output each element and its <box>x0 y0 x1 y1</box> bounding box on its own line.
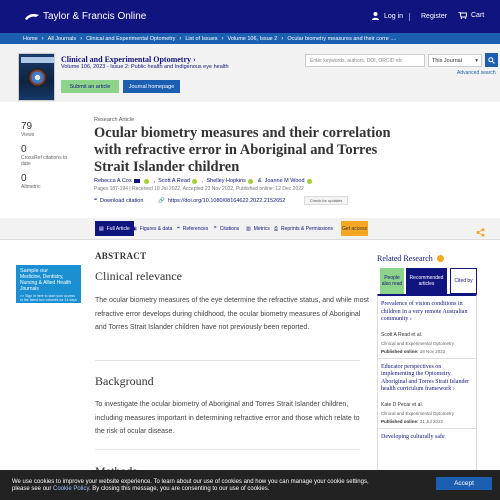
register-link[interactable]: Register <box>421 13 448 20</box>
tab-full-article[interactable] <box>95 221 134 236</box>
metric-value: 0 <box>21 173 27 184</box>
metric-label: Views <box>21 132 35 138</box>
cookie-policy-link[interactable]: Cookie Policy <box>53 486 89 492</box>
promo-line-2: Medicine, Dentistry, Nursing & Allied Health Journals <box>20 274 72 292</box>
article-metrics <box>21 121 69 196</box>
list-item <box>378 359 476 429</box>
download-citation-link[interactable] <box>94 198 143 204</box>
breadcrumb <box>0 33 500 44</box>
chevron-right-icon: › <box>193 55 196 64</box>
related-article-link[interactable] <box>381 301 473 324</box>
quote-icon: ❝ <box>94 198 97 204</box>
search-scope-value: This Journal <box>432 57 462 64</box>
header-divider <box>409 13 410 21</box>
metric-value: 0 <box>21 144 27 155</box>
citations-icon: ❞ <box>214 225 217 232</box>
download-citation-label: Download citation <box>99 198 144 204</box>
tab-label: Reprints & Permissions <box>281 225 333 232</box>
metric-value: 79 <box>21 121 33 132</box>
publication-history: Pages 187-194 | Received 18 Jul 2022, Accepted 23 Nov 2022, Published online: 12 Dec 2022 <box>94 186 304 192</box>
promo-line-1: Sample our <box>20 268 49 274</box>
author-link[interactable]: Scott A Read <box>158 178 190 184</box>
published-date: 31 Jul 2022 <box>419 418 444 424</box>
related-article-journal: Clinical and Experimental Optometry <box>381 410 455 416</box>
published-label: Published online: <box>381 418 419 424</box>
published-date: 28 Nov 2022 <box>419 348 446 354</box>
breadcrumb-volume[interactable]: Volume 106, Issue 2 <box>227 35 278 42</box>
author-link[interactable]: Rebecca A Cox <box>94 178 132 184</box>
share-icon[interactable] <box>476 224 485 242</box>
section-divider <box>95 360 360 361</box>
orcid-icon[interactable] <box>307 179 312 184</box>
check-for-updates-badge[interactable]: Check for updates <box>304 196 348 205</box>
search-scope-select[interactable] <box>428 54 482 67</box>
site-logo[interactable] <box>24 10 146 22</box>
related-research-title: Related Research <box>377 254 433 263</box>
chevron-right-icon: › <box>409 316 412 322</box>
doi-link[interactable] <box>158 198 285 204</box>
tab-figures[interactable] <box>132 221 172 236</box>
tab-people-also-read[interactable]: People also read <box>380 268 404 294</box>
user-icon <box>372 12 379 20</box>
metric-crossref[interactable] <box>21 144 69 167</box>
doi-label: https://doi.org/10.1080/08164622.2022.2152652 <box>167 198 286 204</box>
abstract-heading: ABSTRACT <box>95 251 147 261</box>
promo-line-3: >> Sign in here to start your access to the latest two volumes for 14 days <box>20 294 77 302</box>
tab-cited-by[interactable]: Cited by <box>450 268 477 294</box>
breadcrumb-separator-icon: › <box>221 35 224 42</box>
author-separator: , <box>153 178 156 184</box>
related-research-heading <box>377 254 444 263</box>
article-title: Ocular biometry measures and their correlation with refractive error in Aboriginal and Torres Strait Islander children <box>94 125 391 175</box>
related-article-date <box>381 349 473 354</box>
section-text-background: To investigate the ocular biometry of Aboriginal and Torres Strait Islander children, including measures important in determining refractive error and those which relate to the risk of ocular disease. <box>95 401 360 435</box>
accept-cookies-button[interactable]: Accept <box>436 477 492 490</box>
get-access-button[interactable]: Get access <box>341 221 368 236</box>
advanced-search-link[interactable]: Advanced search <box>457 70 496 76</box>
link-icon: 🔗 <box>158 198 165 204</box>
lamp-logo-icon <box>24 10 40 22</box>
metric-views <box>21 121 69 138</box>
references-icon: ❝ <box>177 225 180 232</box>
article-type: Research Article <box>94 117 135 123</box>
breadcrumb-separator-icon: › <box>179 35 182 42</box>
journal-title-text: Clinical and Experimental Optometry <box>61 55 191 64</box>
author-separator: , <box>201 178 204 184</box>
metric-altmetric[interactable] <box>21 173 69 190</box>
tab-label: Full Article <box>106 225 130 232</box>
tab-label: Figures & data <box>139 225 173 232</box>
promo-banner[interactable] <box>16 265 81 303</box>
logo-text: Taylor & Francis Online <box>43 10 147 22</box>
related-article-author: Scott A Read et al. <box>381 331 423 338</box>
section-divider <box>95 449 360 450</box>
chevron-right-icon: › <box>452 386 455 392</box>
cookie-banner <box>0 470 500 500</box>
tab-label: Metrics <box>253 225 270 232</box>
breadcrumb-journal[interactable]: Clinical and Experimental Optometry <box>86 35 176 42</box>
login-label: Log in <box>384 12 404 20</box>
orcid-icon[interactable] <box>192 179 197 184</box>
journal-cover-image[interactable] <box>18 53 55 101</box>
search-input[interactable]: Enter keywords, authors, DOI, ORCID etc <box>305 54 425 67</box>
related-article-link[interactable] <box>381 364 473 394</box>
breadcrumb-current: Ocular biometry measures and their corre .... <box>287 35 397 42</box>
search-icon <box>488 57 495 64</box>
author-separator: & <box>257 178 262 184</box>
tab-label: References <box>182 225 209 232</box>
bar-chart-icon: ▥ <box>246 225 251 232</box>
cookie-text-line-1: We use cookies to improve your website experience. To learn about our use of cookies and how you can manage your cookie settings, <box>12 479 369 485</box>
journal-homepage-button[interactable]: Journal homepage <box>123 80 180 93</box>
metric-label: Altmetric <box>21 184 41 190</box>
journal-header <box>0 44 500 102</box>
list-item <box>378 296 476 359</box>
breadcrumb-separator-icon: › <box>41 35 44 42</box>
breadcrumb-separator-icon: › <box>281 35 284 42</box>
list-item <box>378 429 476 454</box>
cookie-text-line-2 <box>12 486 488 493</box>
cookie-text: . By closing this message, you are consenting to our use of cookies. <box>88 486 270 492</box>
tab-reprints[interactable] <box>274 221 333 236</box>
author-link[interactable]: Joanne M Wood <box>264 178 305 184</box>
document-icon: ▤ <box>99 225 104 232</box>
cart-link[interactable] <box>458 12 484 19</box>
email-icon[interactable] <box>134 179 140 183</box>
login-link[interactable] <box>372 12 403 20</box>
orcid-icon[interactable] <box>248 179 253 184</box>
section-text-clinical: The ocular biometry measures of the eye determine the refractive status, and while most refractive error develops during childhood, the ocular biometry measures of Aboriginal and Torres Strait Islander children have not previously been reported. <box>95 297 369 331</box>
tab-label: Citations <box>219 225 240 232</box>
tab-recommended-articles[interactable]: Recommended articles <box>406 268 447 294</box>
search-button[interactable] <box>485 53 498 67</box>
info-icon[interactable] <box>437 255 444 262</box>
tab-metrics[interactable] <box>246 221 270 236</box>
breadcrumb-home[interactable]: Home <box>23 35 38 42</box>
cover-eye-graphic <box>28 68 47 87</box>
breadcrumb-all-journals[interactable]: All Journals <box>47 35 77 42</box>
cart-label: Cart <box>471 12 485 19</box>
journal-title[interactable] <box>61 55 196 64</box>
related-article-author: Kate D Pecar et al. <box>381 401 423 408</box>
breadcrumb-issues[interactable]: List of Issues <box>185 35 218 42</box>
related-article-title: Prevalence of vision conditions in children in a very remote Australian community <box>381 301 468 322</box>
author-list <box>94 178 314 184</box>
cover-title-band <box>21 57 54 63</box>
image-icon: ▣ <box>132 225 137 232</box>
section-heading-background: Background <box>95 374 154 388</box>
author-link[interactable]: Shelley Hopkins <box>206 178 246 184</box>
submit-article-button[interactable]: Submit an article <box>61 80 119 93</box>
share-glyph <box>476 228 485 237</box>
published-label: Published online: <box>381 348 419 354</box>
print-icon: ⎙ <box>274 225 279 232</box>
section-heading-clinical: Clinical relevance <box>95 269 182 283</box>
related-article-journal: Clinical and Experimental Optometry <box>381 340 455 346</box>
metric-label: CrossRef citations to date <box>21 155 68 167</box>
cart-icon <box>458 12 467 19</box>
orcid-icon[interactable] <box>144 179 149 184</box>
breadcrumb-separator-icon: › <box>80 35 83 42</box>
journal-volume[interactable]: Volume 106, 2023 - Issue 2: Public health and Indigenous eye health <box>61 64 229 70</box>
related-article-link[interactable]: Developing culturally safe <box>381 433 445 440</box>
related-article-title: Educator perspectives on implementing the Optometry Aboriginal and Torres Strait Islander health curriculum framework <box>381 363 470 392</box>
related-article-date <box>381 419 473 424</box>
tab-references[interactable] <box>177 221 208 236</box>
cookie-text: please see our <box>12 486 54 492</box>
chevron-down-icon: ▾ <box>475 57 478 64</box>
tab-citations[interactable] <box>214 221 239 236</box>
